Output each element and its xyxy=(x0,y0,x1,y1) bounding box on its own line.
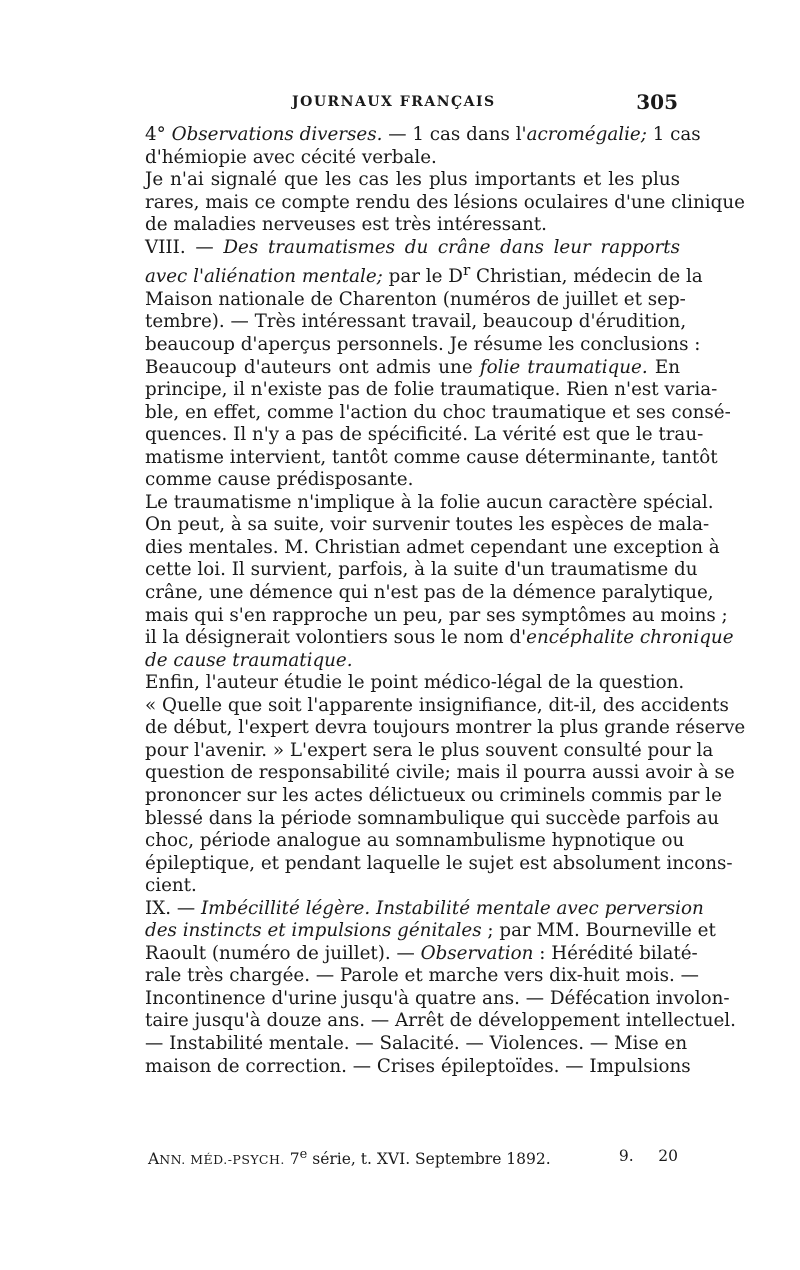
paragraph-section-ix xyxy=(122,897,736,1078)
text-line: ble, en effet, comme l'action du choc traumatique et ses consé- xyxy=(145,401,731,423)
body-text xyxy=(122,124,746,1078)
text-line: Je n'ai signalé que les cas les plus importants et les plus xyxy=(145,169,680,191)
text-line: Enfin, l'auteur étudie le point médico-légal de la question. xyxy=(145,672,685,694)
text-line: principe, il n'existe pas de folie traumatique. Rien n'est varia- xyxy=(145,379,718,401)
signature-line: ANN. MÉD.-PSYCH. 7e série, t. XVI. Septembre 1892. xyxy=(148,1147,551,1169)
paragraph-folie-traumatique xyxy=(122,356,731,492)
paragraph-medico-legal xyxy=(122,672,746,897)
text-line: avec l'aliénation mentale; par le $D^r$ Christian, médecin de la xyxy=(145,261,703,288)
text-line: prononcer sur les actes délictueux ou criminels commis par le xyxy=(145,784,722,806)
paragraph-section-viii xyxy=(122,236,703,357)
text-line: taire jusqu'à douze ans. — Arrêt de développement intellectuel. xyxy=(145,1010,736,1032)
text-line: d'hémiopie avec cécité verbale. xyxy=(145,146,437,168)
text-line: Maison nationale de Charenton (numéros de juillet et sep- xyxy=(145,288,686,310)
text-line: pour l'avenir. » L'expert sera le plus souvent consulté pour la xyxy=(145,739,714,761)
text-line: cient. xyxy=(145,875,197,897)
text-line: dies mentales. M. Christian admet cependant une exception à xyxy=(145,536,720,558)
text-line: beaucoup d'aperçus personnels. Je résume les conclusions : xyxy=(145,334,701,356)
text-line: rares, mais ce compte rendu des lésions oculaires d'une clinique xyxy=(145,191,745,213)
text-line: maison de correction. — Crises épileptoïdes. — Impulsions xyxy=(145,1055,691,1077)
text-line: de cause traumatique. xyxy=(145,649,353,671)
text-line: On peut, à sa suite, voir survenir toutes les espèces de mala- xyxy=(145,514,710,536)
page-number: 305 xyxy=(636,90,678,114)
paragraph-remark xyxy=(122,169,745,237)
text-line: blessé dans la période somnambulique qui succède parfois au xyxy=(145,807,720,829)
text-line: Le traumatisme n'implique à la folie aucun caractère spécial. xyxy=(145,491,714,513)
text-line: VIII. — Des traumatismes du crâne dans leur rapports xyxy=(145,236,680,258)
page-header xyxy=(122,90,680,116)
running-head: JOURNAUX FRANÇAIS xyxy=(292,94,496,110)
text-line: de début, l'expert devra toujours montrer la plus grande réserve xyxy=(145,717,746,739)
text-line: tembre). — Très intéressant travail, beaucoup d'érudition, xyxy=(145,311,687,333)
text-line: 4° Observations diverses. — 1 cas dans l'acromégalie; 1 cas xyxy=(145,124,701,145)
paragraph-observations xyxy=(122,124,701,169)
text-line: Beaucoup d'auteurs ont admis une folie traumatique. En xyxy=(145,356,680,378)
page-footer xyxy=(148,1147,678,1171)
text-line: rale très chargée. — Parole et marche vers dix-huit mois. — xyxy=(145,965,699,987)
text-line: crâne, une démence qui n'est pas de la démence paralytique, xyxy=(145,582,714,604)
paragraph-traumatisme xyxy=(122,491,734,672)
text-line: « Quelle que soit l'apparente insignifiance, dit-il, des accidents xyxy=(145,694,729,716)
text-line: épileptique, et pendant laquelle le sujet est absolument incons- xyxy=(145,852,733,874)
text-line: IX. — Imbécillité légère. Instabilité mentale avec perversion xyxy=(145,897,704,919)
text-line: mais qui s'en rapproche un peu, par ses symptômes au moins ; xyxy=(145,604,728,626)
text-line: des instincts et impulsions génitales ; par MM. Bourneville et xyxy=(145,920,716,942)
text-line: question de responsabilité civile; mais il pourra aussi avoir à se xyxy=(145,762,735,784)
text-line: quences. Il n'y a pas de spécificité. La vérité est que le trau- xyxy=(145,424,704,446)
text-line: de maladies nerveuses est très intéressant. xyxy=(145,214,547,236)
text-line: comme cause prédisposante. xyxy=(145,469,414,491)
text-line: Raoult (numéro de juillet). — Observation : Hérédité bilaté- xyxy=(145,942,698,964)
text-line: cette loi. Il survient, parfois, à la suite d'un traumatisme du xyxy=(145,559,698,581)
sheet-signature: 9. 20 xyxy=(618,1147,678,1165)
text-line: — Instabilité mentale. — Salacité. — Violences. — Mise en xyxy=(145,1032,688,1054)
text-line: matisme intervient, tantôt comme cause déterminante, tantôt xyxy=(145,446,718,468)
text-line: Incontinence d'urine jusqu'à quatre ans. — Défécation involon- xyxy=(145,987,730,1009)
text-line: il la désignerait volontiers sous le nom d'encéphalite chronique xyxy=(145,627,734,649)
text-line: choc, période analogue au somnambulisme hypnotique ou xyxy=(145,830,685,852)
